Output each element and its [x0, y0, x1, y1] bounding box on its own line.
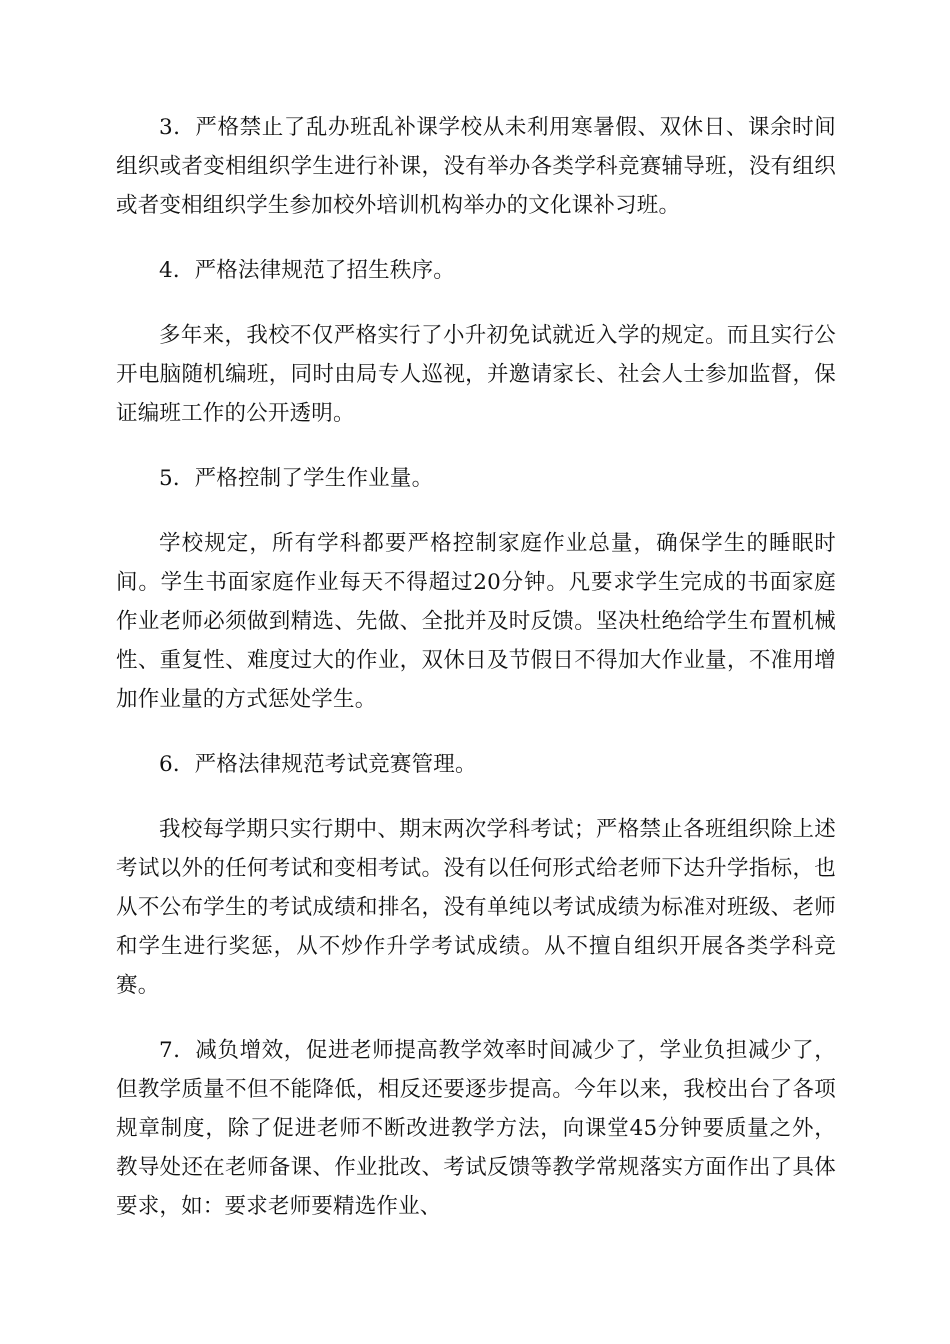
paragraph-item-3: 3．严格禁止了乱办班乱补课学校从未利用寒暑假、双休日、课余时间组织或者变相组织学生进行补课，没有举办各类学科竞赛辅导班，没有组织或者变相组织学生参加校外培训机构举办的文化课补习班。	[116, 115, 836, 218]
section-heading-admissions: 4．严格法律规范了招生秩序。	[159, 258, 455, 283]
section-heading-homework: 5．严格控制了学生作业量。	[159, 466, 434, 491]
paragraph-admissions-body: 多年来，我校不仅严格实行了小升初免试就近入学的规定。而且实行公开电脑随机编班，同时由局专人巡视，并邀请家长、社会人士参加监督，保证编班工作的公开透明。	[116, 323, 836, 426]
paragraph-item-7: 7．减负增效，促进老师提高教学效率时间减少了，学业负担减少了，但教学质量不但不能降低，相反还要逐步提高。今年以来，我校出台了各项规章制度，除了促进老师不断改进教学方法，向课堂45分钟要质量之外，教导处还在老师备课、作业批改、考试反馈等教学常规落实方面作出了具体要求，如：要求老师要精选作业、	[116, 1038, 836, 1219]
paragraph-homework-body: 学校规定，所有学科都要严格控制家庭作业总量，确保学生的睡眠时间。学生书面家庭作业每天不得超过20分钟。凡要求学生完成的书面家庭作业老师必须做到精选、先做、全批并及时反馈。坚决杜绝给学生布置机械性、重复性、难度过大的作业，双休日及节假日不得加大作业量，不准用增加作业量的方式惩处学生。	[116, 531, 836, 712]
paragraph-exams-body: 我校每学期只实行期中、期末两次学科考试；严格禁止各班组织除上述考试以外的任何考试和变相考试。没有以任何形式给老师下达升学指标，也从不公布学生的考试成绩和排名，没有单纯以考试成绩为标准对班级、老师和学生进行奖惩，从不炒作升学考试成绩。从不擅自组织开展各类学科竞赛。	[116, 817, 836, 998]
document-page	[116, 108, 836, 1252]
section-heading-exams: 6．严格法律规范考试竞赛管理。	[159, 752, 477, 777]
